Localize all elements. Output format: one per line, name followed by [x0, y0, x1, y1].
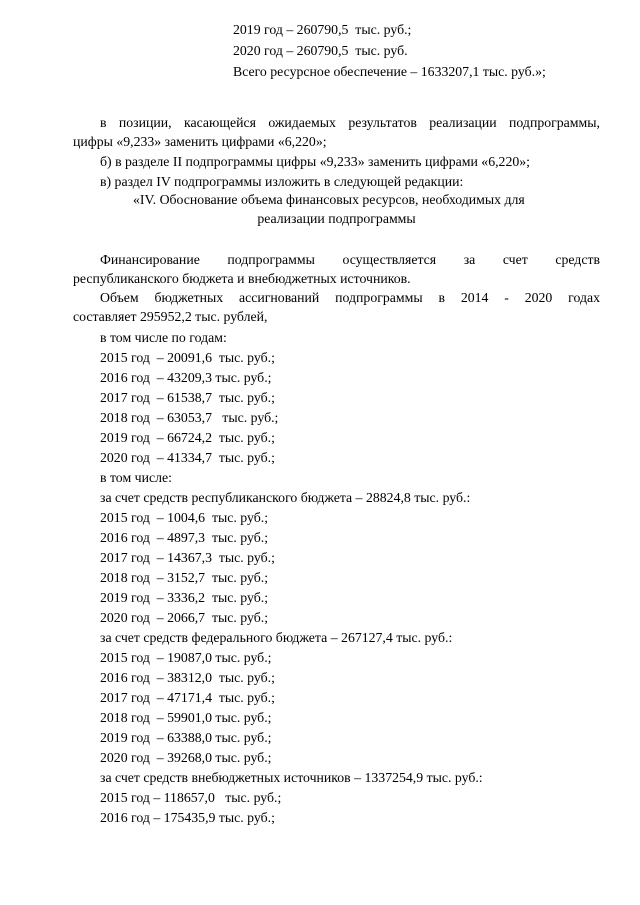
resource-total-line: Всего ресурсное обеспечение – 1633207,1 тыс. руб.»;	[233, 64, 546, 79]
republican-year-line: 2016 год – 4897,3 тыс. руб.;	[100, 530, 269, 545]
republican-year-line: 2018 год – 3152,7 тыс. руб.;	[100, 570, 269, 585]
republican-year-line: 2020 год – 2066,7 тыс. руб.;	[100, 610, 269, 625]
federal-year-line: 2018 год – 59901,0 тыс. руб.;	[100, 710, 272, 725]
including-label: в том числе:	[100, 470, 172, 485]
financing-paragraph-line2: республиканского бюджета и внебюджетных источников.	[73, 271, 411, 286]
allocation-paragraph-line2: составляет 295952,2 тыс. рублей,	[73, 309, 268, 324]
section-heading-line1: «IV. Обоснование объема финансовых ресурсов, необходимых для	[133, 192, 525, 207]
allocation-paragraph-line1: Объем бюджетных ассигнований подпрограммы в 2014 - 2020 годах	[100, 290, 600, 305]
republican-year-line: 2015 год – 1004,6 тыс. руб.;	[100, 510, 269, 525]
republican-budget-header: за счет средств республиканского бюджета – 28824,8 тыс. руб.:	[100, 490, 471, 505]
year-total-line: 2016 год – 43209,3 тыс. руб.;	[100, 370, 272, 385]
republican-year-line: 2019 год – 3336,2 тыс. руб.;	[100, 590, 269, 605]
extrabudget-year-line: 2016 год – 175435,9 тыс. руб.;	[100, 810, 275, 825]
federal-year-line: 2019 год – 63388,0 тыс. руб.;	[100, 730, 272, 745]
republican-year-line: 2017 год – 14367,3 тыс. руб.;	[100, 550, 275, 565]
federal-year-line: 2020 год – 39268,0 тыс. руб.;	[100, 750, 272, 765]
federal-budget-header: за счет средств федерального бюджета – 267127,4 тыс. руб.:	[100, 630, 453, 645]
year-total-line: 2018 год – 63053,7 тыс. руб.;	[100, 410, 279, 425]
federal-year-line: 2016 год – 38312,0 тыс. руб.;	[100, 670, 275, 685]
federal-year-line: 2015 год – 19087,0 тыс. руб.;	[100, 650, 272, 665]
section-heading-line2: реализации подпрограммы	[257, 211, 416, 226]
year-total-line: 2020 год – 41334,7 тыс. руб.;	[100, 450, 275, 465]
year-total-line: 2017 год – 61538,7 тыс. руб.;	[100, 390, 275, 405]
amendment-a-line1: в позиции, касающейся ожидаемых результатов реализации подпрограммы,	[100, 115, 600, 130]
amendment-c-line: в) раздел IV подпрограммы изложить в следующей редакции:	[100, 174, 464, 189]
resource-2019-line: 2019 год – 260790,5 тыс. руб.;	[233, 22, 412, 37]
amendment-a-line2: цифры «9,233» заменить цифрами «6,220»;	[73, 134, 327, 149]
extrabudget-year-line: 2015 год – 118657,0 тыс. руб.;	[100, 790, 282, 805]
resource-2020-line: 2020 год – 260790,5 тыс. руб.	[233, 43, 408, 58]
federal-year-line: 2017 год – 47171,4 тыс. руб.;	[100, 690, 275, 705]
by-years-label: в том числе по годам:	[100, 330, 227, 345]
extrabudget-header: за счет средств внебюджетных источников – 1337254,9 тыс. руб.:	[100, 770, 483, 785]
financing-paragraph-line1: Финансирование подпрограммы осуществляется за счет средств	[100, 252, 600, 267]
amendment-b-line: б) в разделе II подпрограммы цифры «9,233» заменить цифрами «6,220»;	[100, 154, 530, 169]
year-total-line: 2019 год – 66724,2 тыс. руб.;	[100, 430, 275, 445]
year-total-line: 2015 год – 20091,6 тыс. руб.;	[100, 350, 275, 365]
